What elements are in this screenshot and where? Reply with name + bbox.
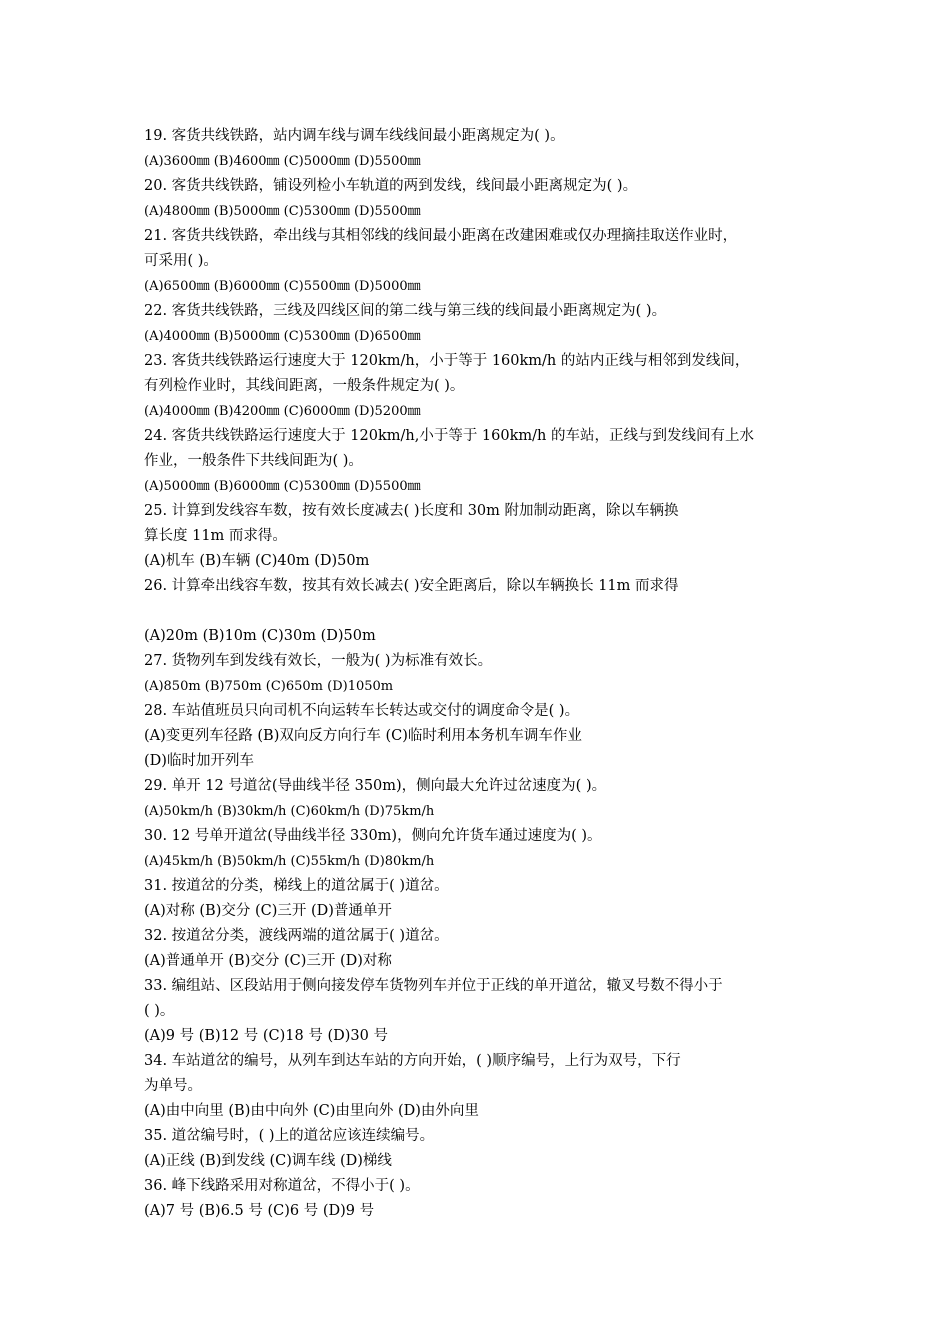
question-line: (A)机车 (B)车辆 (C)40m (D)50m [144,553,370,569]
question-line: 20. 客货共线铁路，铺设列检小车轨道的两到发线，线间最小距离规定为( )。 [144,178,638,194]
question-line: 33. 编组站、区段站用于侧向接发停车货物列车并位于正线的单开道岔，辙叉号数不得小于 [144,978,723,994]
question-line: 算长度 11m 而求得。 [144,528,287,544]
question-line: 30. 12 号单开道岔(导曲线半径 330m)，侧向允许货车通过速度为( )。 [144,828,602,844]
answer-options-line: (A)45km/h (B)50km/h (C)55km/h (D)80km/h [144,854,435,869]
document-body [144,124,816,1224]
question-line: 25. 计算到发线容车数，按有效长度减去( )长度和 30m 附加制动距离，除以车辆换 [144,503,679,519]
answer-options-line: (A)6500㎜ (B)6000㎜ (C)5500㎜ (D)5000㎜ [144,279,421,294]
question-line: 35. 道岔编号时，( )上的道岔应该连续编号。 [144,1128,435,1144]
answer-options-line: (A)50km/h (B)30km/h (C)60km/h (D)75km/h [144,804,435,819]
answer-options-line: (A)850m (B)750m (C)650m (D)1050m [144,679,394,694]
answer-options-line: (A)5000㎜ (B)6000㎜ (C)5300㎜ (D)5500㎜ [144,479,421,494]
question-line: (A)正线 (B)到发线 (C)调车线 (D)梯线 [144,1153,392,1169]
question-line: (A)9 号 (B)12 号 (C)18 号 (D)30 号 [144,1028,388,1044]
question-line: 28. 车站值班员只向司机不向运转车长转达或交付的调度命令是( )。 [144,703,580,719]
question-line: (A)普通单开 (B)交分 (C)三开 (D)对称 [144,953,392,969]
question-line: 为单号。 [144,1078,202,1094]
question-line: (A)7 号 (B)6.5 号 (C)6 号 (D)9 号 [144,1203,375,1219]
question-line: 36. 峰下线路采用对称道岔，不得小于( )。 [144,1178,420,1194]
question-line: 27. 货物列车到发线有效长，一般为( )为标准有效长。 [144,653,493,669]
question-line: 31. 按道岔的分类，梯线上的道岔属于( )道岔。 [144,878,449,894]
question-line: 29. 单开 12 号道岔(导曲线半径 350m)，侧向最大允许过岔速度为( )。 [144,778,607,794]
question-line: 21. 客货共线铁路，牵出线与其相邻线的线间最小距离在改建困难或仅办理摘挂取送作业时， [144,228,738,244]
question-line: 可采用( )。 [144,253,218,269]
question-line: (D)临时加开列车 [144,753,254,769]
question-line: (A)由中向里 (B)由中向外 (C)由里向外 (D)由外向里 [144,1103,479,1119]
answer-options-line: (A)4800㎜ (B)5000㎜ (C)5300㎜ (D)5500㎜ [144,204,421,219]
question-line: 24. 客货共线铁路运行速度大于 120km/h,小于等于 160km/h 的车站，正线与到发线间有上水 [144,428,754,444]
answer-options-line: (A)3600㎜ (B)4600㎜ (C)5000㎜ (D)5500㎜ [144,154,421,169]
blank-line [144,599,816,624]
question-line: 22. 客货共线铁路，三线及四线区间的第二线与第三线的线间最小距离规定为( )。 [144,303,667,319]
question-line: 19. 客货共线铁路，站内调车线与调车线线间最小距离规定为( )。 [144,128,565,144]
question-line: 26. 计算牵出线容车数，按其有效长减去( )安全距离后，除以车辆换长 11m 而求得 [144,578,679,594]
question-line: 32. 按道岔分类，渡线两端的道岔属于( )道岔。 [144,928,449,944]
question-line: (A)对称 (B)交分 (C)三开 (D)普通单开 [144,903,392,919]
question-line: (A)变更列车径路 (B)双向反方向行车 (C)临时利用本务机车调车作业 [144,728,582,744]
question-line: (A)20m (B)10m (C)30m (D)50m [144,628,376,644]
question-line: 34. 车站道岔的编号，从列车到达车站的方向开始，( )顺序编号，上行为双号，下行 [144,1053,681,1069]
answer-options-line: (A)4000㎜ (B)5000㎜ (C)5300㎜ (D)6500㎜ [144,329,421,344]
question-line: 作业，一般条件下共线间距为( )。 [144,453,363,469]
question-line: 有列检作业时，其线间距离，一般条件规定为( )。 [144,378,465,394]
question-line: ( )。 [144,1003,175,1019]
question-line: 23. 客货共线铁路运行速度大于 120km/h，小于等于 160km/h 的站内正线与相邻到发线间， [144,353,750,369]
answer-options-line: (A)4000㎜ (B)4200㎜ (C)6000㎜ (D)5200㎜ [144,404,421,419]
